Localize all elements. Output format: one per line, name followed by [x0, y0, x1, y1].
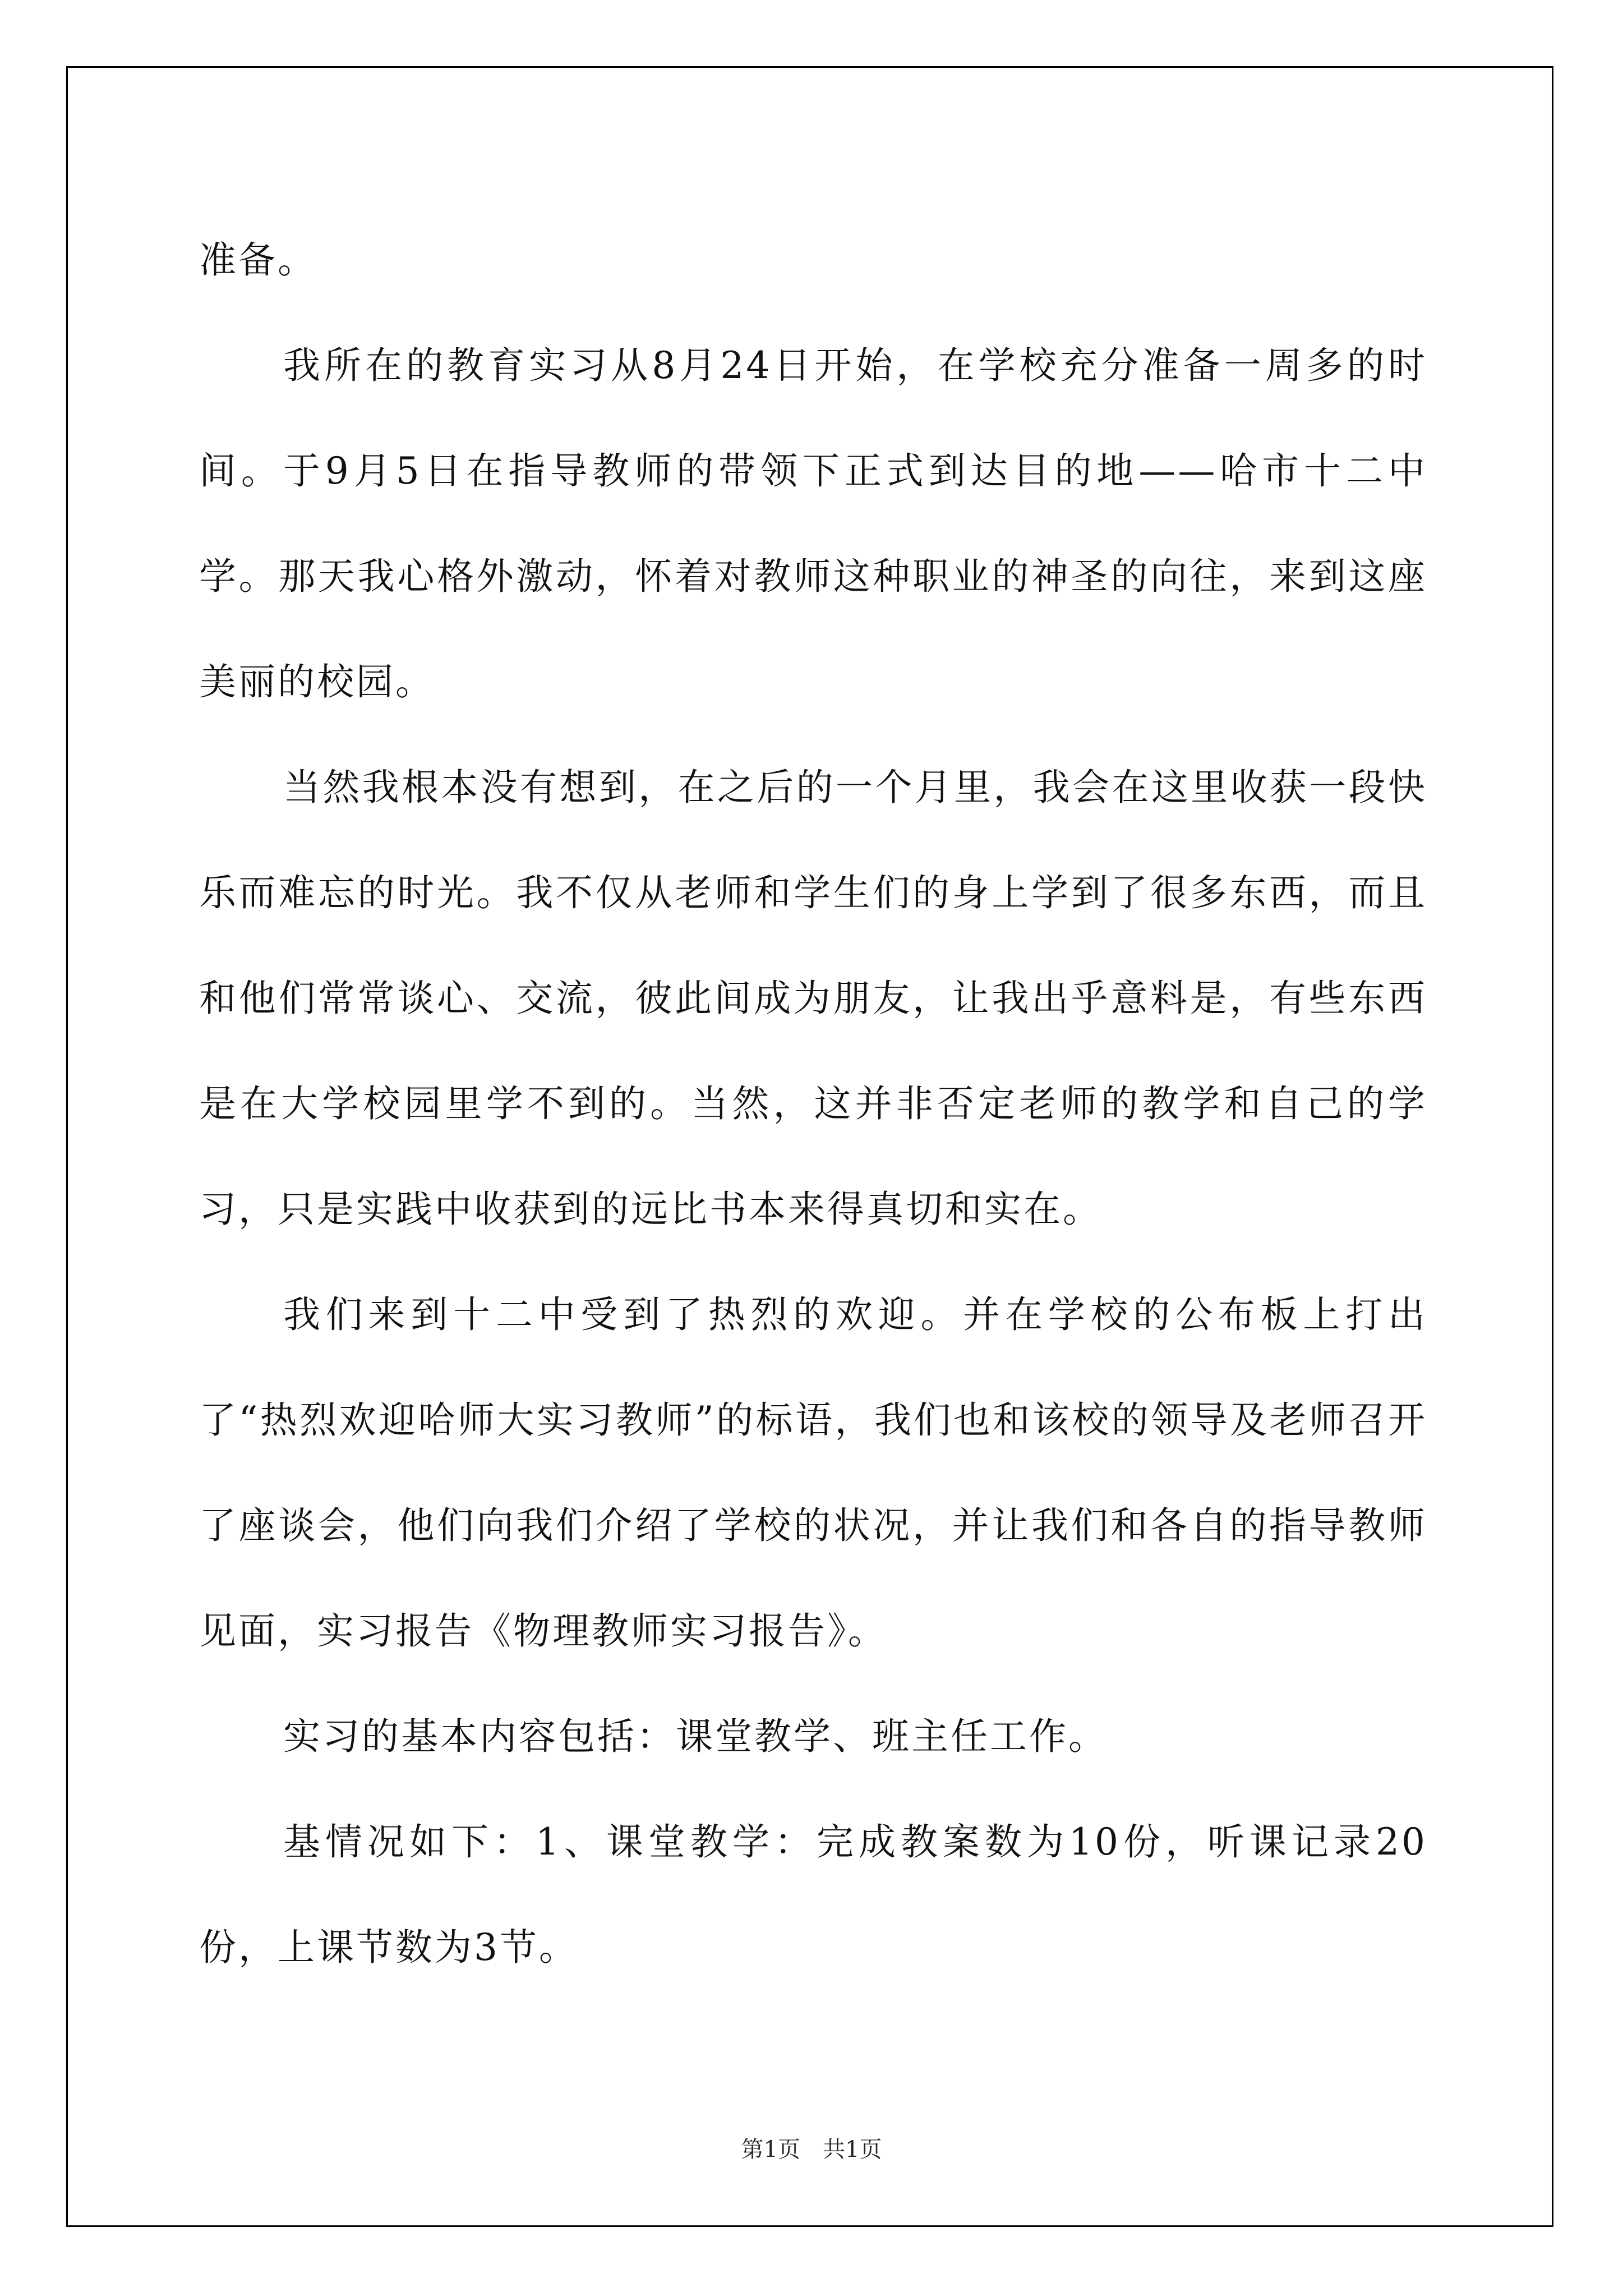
paragraph-4: 我们来到十二中受到了热烈的欢迎。并在学校的公布板上打出了“热烈欢迎哈师大实习教师”的标语，我们也和该校的领导及老师召开了座谈会，他们向我们介绍了学校的状况，并让我们和各自的指导教师见面，实习报告《物理教师实习报告》。 — [199, 1293, 1427, 1653]
page-footer: 第1页 共1页 — [741, 2137, 882, 2162]
paragraph-2: 我所在的教育实习从8月24日开始，在学校充分准备一周多的时间。于9月5日在指导教师的带领下正式到达目的地——哈市十二中学。那天我心格外激动，怀着对教师这种职业的神圣的向往，来到这座美丽的校园。 — [199, 344, 1427, 703]
paragraph-1: 准备。 — [199, 238, 317, 282]
paragraph-5: 实习的基本内容包括：课堂教学、班主任工作。 — [283, 1715, 1108, 1758]
paragraph-6: 基情况如下：1、课堂教学：完成教案数为10份，听课记录20份，上课节数为3节。 — [199, 1820, 1427, 1969]
paragraph-3: 当然我根本没有想到，在之后的一个月里，我会在这里收获一段快乐而难忘的时光。我不仅从老师和学生们的身上学到了很多东西，而且和他们常常谈心、交流，彼此间成为朋友，让我出乎意料是，有些东西是在大学校园里学不到的。当然，这并非否定老师的教学和自己的学习，只是实践中收获到的远比书本来得真切和实在。 — [199, 766, 1427, 1231]
document-body — [199, 208, 1427, 2000]
